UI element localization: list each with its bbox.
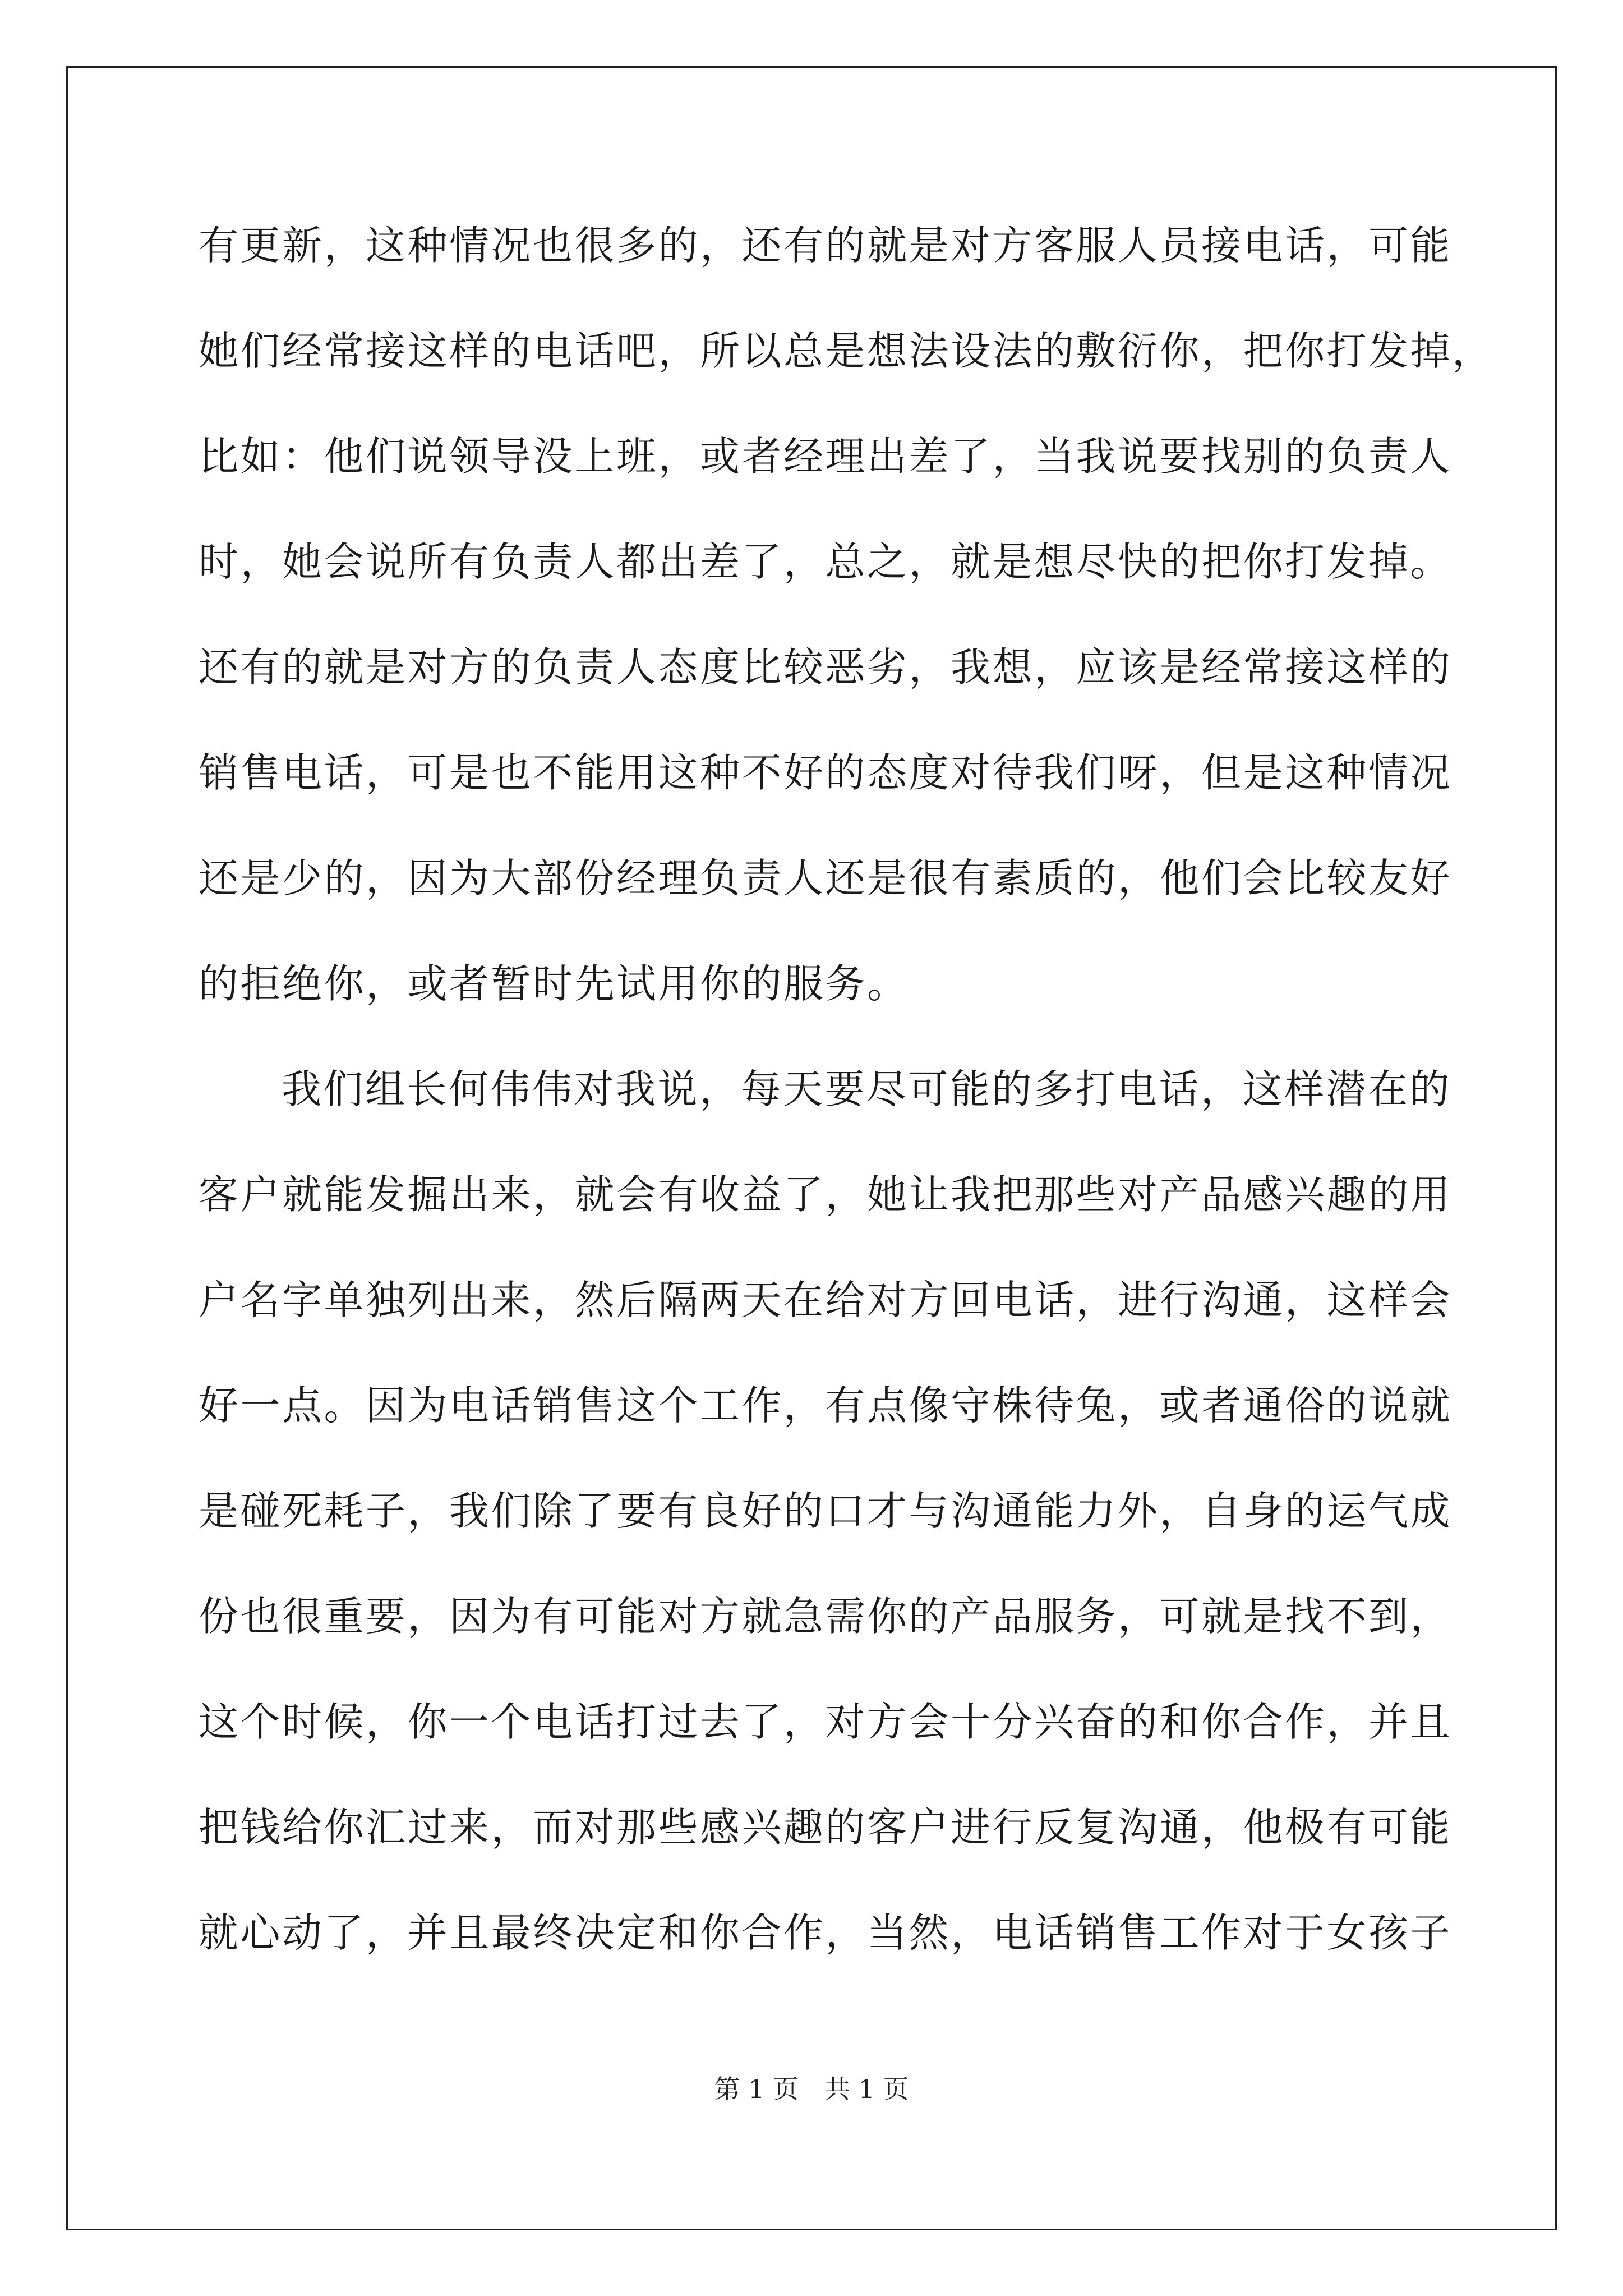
text-line: 户名字单独列出来，然后隔两天在给对方回电话，进行沟通，这样会 xyxy=(199,1277,1453,1323)
text-line: 还有的就是对方的负责人态度比较恶劣，我想，应该是经常接这样的 xyxy=(199,644,1453,691)
text-line: 就心动了，并且最终决定和你合作，当然，电话销售工作对于女孩子 xyxy=(199,1910,1453,1956)
text-line: 份也很重要，因为有可能对方就急需你的产品服务，可就是找不到， xyxy=(199,1593,1453,1640)
text-line: 还是少的，因为大部份经理负责人还是很有素质的，他们会比较友好 xyxy=(199,855,1453,901)
page-footer: 第 1 页 共 1 页 xyxy=(714,2074,909,2104)
text-line: 是碰死耗子，我们除了要有良好的口才与沟通能力外，自身的运气成 xyxy=(199,1488,1453,1534)
document-body xyxy=(199,214,1494,2007)
text-line: 有更新，这种情况也很多的，还有的就是对方客服人员接电话，可能 xyxy=(199,222,1453,269)
text-line: 这个时候，你一个电话打过去了，对方会十分兴奋的和你合作，并且 xyxy=(199,1699,1453,1745)
text-line: 的拒绝你，或者暂时先试用你的服务。 xyxy=(199,960,909,1007)
text-line: 好一点。因为电话销售这个工作，有点像守株待兔，或者通俗的说就 xyxy=(199,1382,1453,1429)
text-line: 把钱给你汇过来，而对那些感兴趣的客户进行反复沟通，他极有可能 xyxy=(199,1804,1453,1851)
text-line: 客户就能发掘出来，就会有收益了，她让我把那些对产品感兴趣的用 xyxy=(199,1171,1453,1218)
text-line: 时，她会说所有负责人都出差了，总之，就是想尽快的把你打发掉。 xyxy=(199,539,1453,585)
text-line-paragraph-start: 我们组长何伟伟对我说，每天要尽可能的多打电话，这样潜在的 xyxy=(282,1066,1452,1112)
text-line: 她们经常接这样的电话吧，所以总是想法设法的敷衍你，把你打发掉， xyxy=(199,328,1494,374)
text-line: 比如：他们说领导没上班，或者经理出差了，当我说要找别的负责人 xyxy=(199,433,1453,480)
text-line: 销售电话，可是也不能用这种不好的态度对待我们呀，但是这种情况 xyxy=(199,749,1453,796)
